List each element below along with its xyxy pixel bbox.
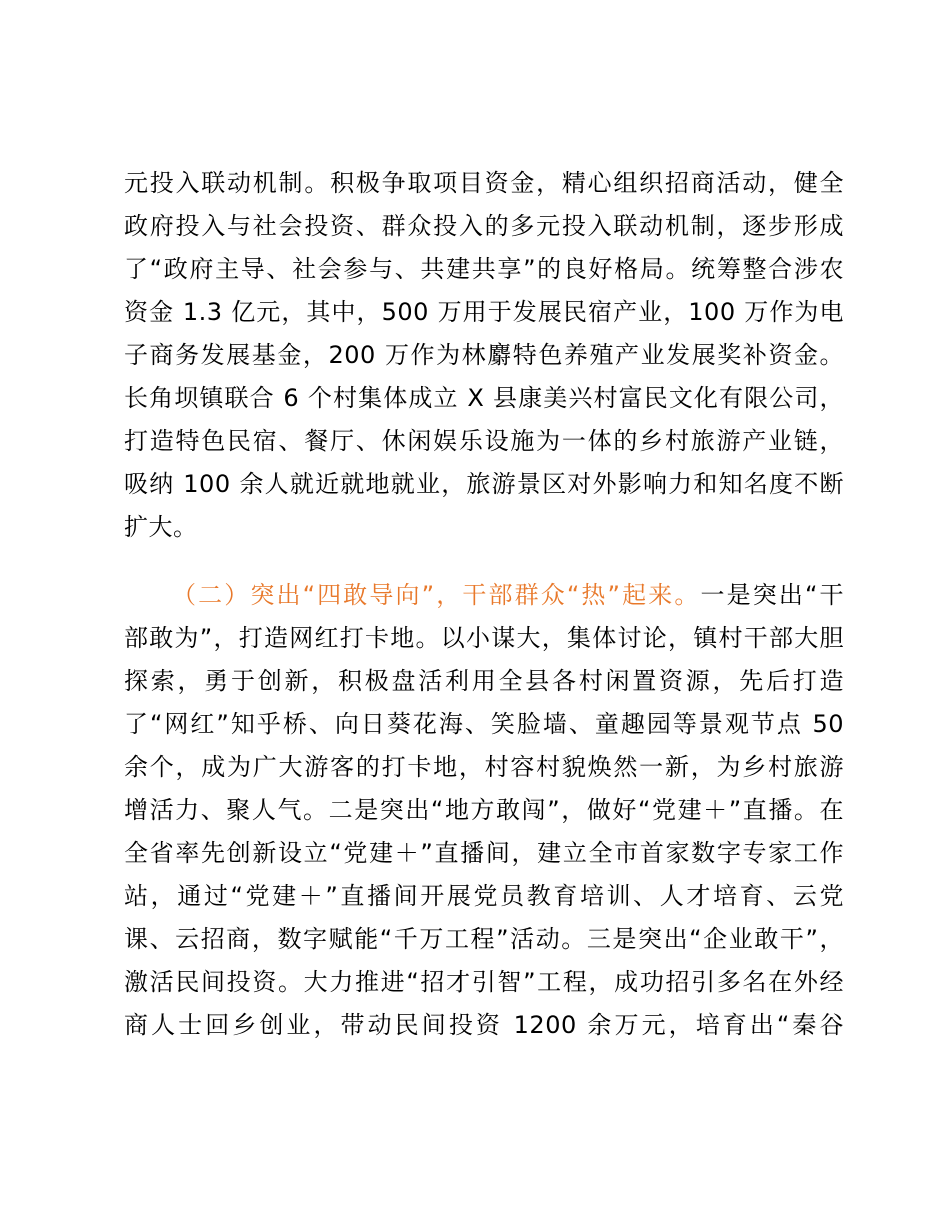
paragraph-line: 资金 1.3 亿元，其中，500 万用于发展民宿产业，100 万作为电 [124,298,844,326]
paragraph-line: 扩大。 [124,513,198,541]
paragraph-line: 商人士回乡创业，带动民间投资 1200 余万元，培育出“秦谷 [124,1011,844,1039]
paragraph-line: 课、云招商，数字赋能“千万工程”活动。三是突出“企业敢干”， [124,925,844,953]
paragraph-line: 部敢为”，打造网红打卡地。以小谋大，集体讨论，镇村干部大胆 [124,624,844,652]
paragraph-line: 探索，勇于创新，积极盘活利用全县各村闲置资源，先后打造 [124,667,844,695]
paragraph-line: 政府投入与社会投资、群众投入的多元投入联动机制，逐步形成 [124,212,844,240]
paragraph-line: 打造特色民宿、餐厅、休闲娱乐设施为一体的乡村旅游产业链， [124,427,844,455]
paragraph-line: 激活民间投资。大力推进“招才引智”工程，成功招引多名在外经 [124,968,844,996]
paragraph-line: 了“政府主导、社会参与、共建共享”的良好格局。统筹整合涉农 [124,255,844,283]
paragraph-line: 子商务发展基金，200 万作为林麝特色养殖产业发展奖补资金。 [124,341,844,369]
paragraph-line: 增活力、聚人气。二是突出“地方敢闯”，做好“党建＋”直播。在 [124,796,844,824]
paragraph-text: 一是突出“干 [700,581,845,609]
paragraph-line: 站，通过“党建＋”直播间开展党员教育培训、人才培育、云党 [124,882,844,910]
paragraph-line: 了“网红”知乎桥、向日葵花海、笑脸墙、童趣园等景观节点 50 [124,710,844,738]
paragraph-line: 长角坝镇联合 6 个村集体成立 X 县康美兴村富民文化有限公司， [124,384,844,412]
paragraph-line: 全省率先创新设立“党建＋”直播间，建立全市首家数字专家工作 [124,839,844,867]
paragraph-line: 余个，成为广大游客的打卡地，村容村貌焕然一新，为乡村旅游 [124,753,844,781]
paragraph-line: 元投入联动机制。积极争取项目资金，精心组织招商活动，健全 [124,169,844,197]
paragraph-line: 吸纳 100 余人就近就地就业，旅游景区对外影响力和知名度不断 [124,470,844,498]
section-heading: （二）突出“四敢导向”，干部群众“热”起来。 [172,581,701,609]
paragraph-first-line [172,574,844,617]
